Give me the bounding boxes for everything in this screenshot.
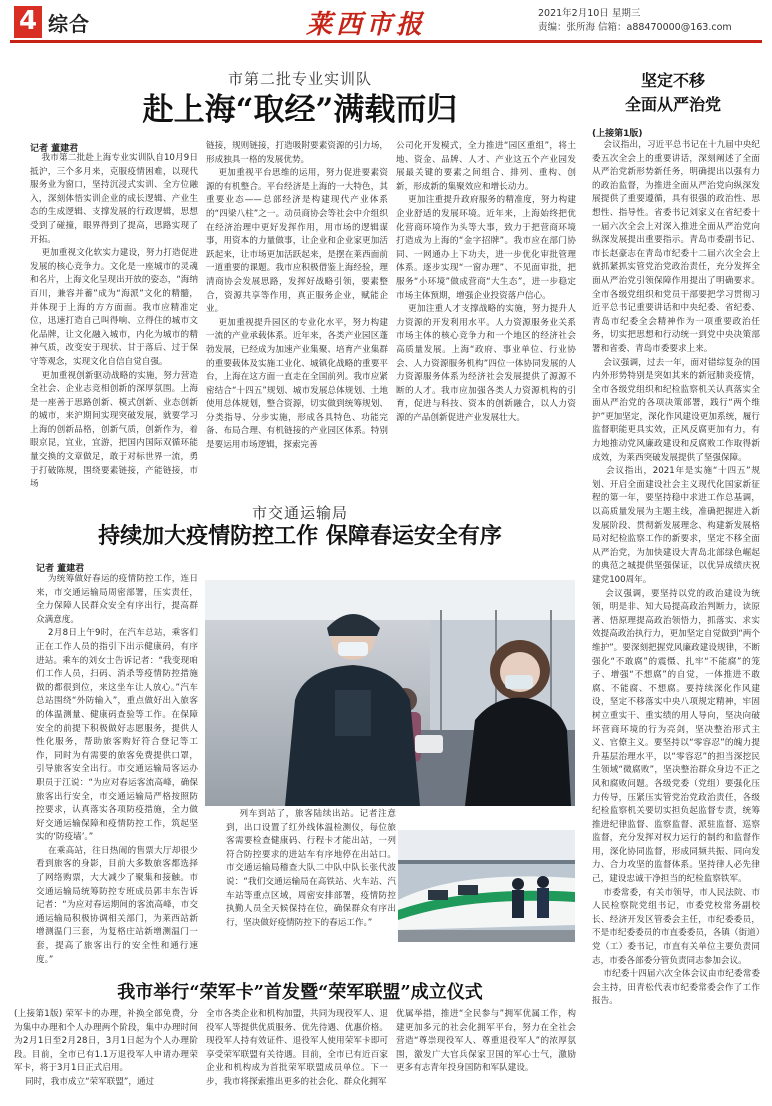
article3-headline: 我市举行“荣军卡”首发暨“荣军联盟”成立仪式 [117, 982, 483, 1003]
article2-byline: 记者 董建君 [36, 564, 85, 574]
sidebar-body: 会议指出，习近平总书记在十九届中央纪委五次全会上的重要讲话，深刻阐述了全面从严治党新形势新任务，明确提出以强有力的政治监督，为推进全面从严治党向纵深发展提供了重要遵循，具有很强的政治性、思想性、指导性。省委书记刘家义在省纪委十一届六次全会上对深入推进全面从严治党向纵深发展提出重要指示。青岛市委副书记、市长赵豪志在青岛市纪委十二届六次全会上就抓紧抓实管党治党政治责任，充分发挥全面从严治党引领保障作用提出了明确要求。全市各级党组织和党员干部要把学习贯彻习近平总书记重要讲话和中央纪委、省纪委、青岛市纪委全会精神作为一项重要政治任务，切实把思想和行动统一到党中央决策部署和省委、青岛市委要求上来。 会议强调，过去一年，面对错综复杂的国内外形势特别是突如其来的新冠肺炎疫情，全市各级党组织和纪检监察机关认真落实全面从严治党的各项决策部署，践行“两个维护”更加坚定，深化作风建设更加系统，履行监督职能更具实效，正风反腐更加有力，有力地推动党风廉政建设和反腐败工作取得新成效，为莱西突破发展提供了坚强保障。 会议指出，2021年是实施“十四五”规划、开启全面建设社会主义现代化国家新征程的第一年，要坚持稳中求进工作总基调，以高质量发展为主题主线，准确把握进入新发展阶段、贯彻新发展理念、构建新发展格局对纪检监察工作的新要求，坚定不移全面从严治党，为加快建设大青岛北部绿色崛起的典范之城提供坚强保证，以优异成绩庆祝建党100周年。 会议强调，要坚持以党的政治建设为统领，明是非、知大局提高政治判断力，读原著、悟原理提高政治领悟力，抓落实、求实效提高政治执行力，更加坚定自觉做到“两个维护”。要深刻把握党风廉政建设规律，不断强化“不敢腐”的震慑、扎牢“不能腐”的笼子、增强“不想腐”的自觉，一体推进不敢腐、不能腐、不想腐。要持续深化作风建设，坚定不移落实中央八项规定精神，牢固树立重实干、重实绩的用人导向，坚决向破坏营商环境的行为亮剑，坚决整治形式主义、官僚主义。要坚持以“零容忍”的魄力提升基层治理水平，以“零容忍”的担当深挖民生领域“微腐败”，坚决整治群众身边不正之风和腐败问题。各级党委（党组）要强化压力传导，压紧压实管党治党政治责任，各级纪检监察机关要切实担负起监督专责，统筹推进纪律监督、监察监督、派驻监督、巡察监督，充分发挥对权力运行的制约和监督作用，深化协同监督，形成同频共振、同向发力、合力攻坚的监督体系。坚持律人必先律己，建设忠诚干净担当的纪检监察铁军。 市委常委，有关市领导，市人民法院、市人民检察院党组书记，市委党校常务副校长、经济开发区管委会主任，市纪委委员，不是市纪委委员的市直委委员，各镇（街道）党（工）委书记，市直有关单位主要负责同志，市委各部委分管负责同志参加会议。 市纪委十四届六次全体会议由市纪委常委会主持，田青松代表市纪委常委会作了工作报告。 [592, 140, 760, 1007]
article1-headline: 赴上海“取经”满载而归 [142, 92, 458, 128]
article3-column-3: 优属举措，推进“全民参与”拥军优属工作，构建更加多元的社会化拥军平台，努力在全社会营造“尊崇现役军人、尊重退役军人”的浓厚氛围，激发广大官兵保家卫国的军心士气，激励更多有志青年投身国防和军队建设。 [396, 1009, 576, 1074]
article3-column-1: (上接第1版) 荣军卡的办理，补换全部免费，分为集中办理和个人办理两个阶段，集中办理时间为2月1日至2月28日，3月1日起为个人办理阶段。目前，全市已有1.1万退役军人申请办理荣军卡，将于3月1日正式启用。 同时，我市成立“荣军联盟”，通过 [14, 1009, 198, 1087]
photo-train-platform [398, 830, 575, 942]
page-number-badge: 4 [14, 6, 42, 38]
sidebar-headline-line1: 坚定不移 [640, 71, 705, 90]
sidebar-headline-line2: 全面从严治党 [624, 95, 721, 114]
article2-column-2: 列车到站了，旅客陆续出站。记者注意到，出口设置了红外线体温检测仪，每位旅客需要检查健康码、行程卡才能出站，一列符合防控要求的进站车有序地停在出站口。市交通运输局稽查大队二中队中队长张代波说：“我们交通运输局在高铁站、火车站、汽车站等重点区域，周密安排部署，疫情防控执勤人员全天候保持在位，确保群众有序出行，坚决做好疫情防控下的春运工作。” [226, 809, 396, 928]
newspaper-logo: 莱西市报 [306, 10, 427, 40]
article2-headline: 持续加大疫情防控工作 保障春运安全有序 [98, 523, 502, 549]
article1-column-3: 公司化开发模式，全力推进“园区重组”，将土地、资金、品牌、人才、产业这五个产业园发展最关键的要素之间组合、排列、重构、创新，形成新的集聚效应和增长动力。 更加注重提升政府服务的精准度，努力构建企业舒适的发展环境。近年来，上海始终把优化营商环境作为头等大事，致力于把营商环境打造成为上海的“金字招牌”。我市应在部门协同、一网通办上下功夫，进一步优化审批管理体系。逐步实现“一窗办理”、不见面审批，把服务“小环境”做成营商“大生态”，进一步稳定市场主体预期，增强企业投资落户信心。 更加注重人才支撑战略的实施，努力提升人力资源的开发利用水平。人力资源服务业关系市场主体的核心竞争力和一个地区的经济社会高质量发展。上海“政府、事业单位、行业协会、人力资源服务机构”四位一体协同发展的人力资源服务体系为经济社会发展提供了源源不断的人才。我市应加强各类人力资源机构的引育，促进与科技、资本的创新融合，以人力资源的产品创新促进产业发展壮大。 [396, 141, 576, 423]
article1-kicker: 市第二批专业实训队 [227, 70, 372, 88]
article2-kicker: 市交通运输局 [251, 504, 348, 522]
article2-column-1: 为统筹做好春运的疫情防控工作，连日来，市交通运输局周密部署，压实责任，全力保障人民群众安全有序出行，提高群众满意度。 2月8日上午9时，在汽车总站，乘客们正在工作人员的指引下出示健康码，有序进站。乘车的刘女士告诉记者：“我变现咱们工作人员，扫码、消杀等疫情防控措施做的都很到位，来这坐车让人放心。”汽车总站围绕“外防输入”，重点做好出入旅客的体温测量、健康码查验等工作。在保障安全的前提下积极做好志愿服务，提供人性化服务，帮助旅客购好符合登记等工作，同时为有需要的旅客免费提供口罩，引导旅客安全出行。市交通运输局客运办职员于江说：“为应对春运客流高峰，确保旅客出行安全，市交通运输局严格按照防控要求，认真落实各项防疫措施，全力做好交通运输保障和疫情防控工作，筑起坚实的‘防疫墙’。” 在乘高站，往日热闹的售票大厅却很少看到旅客的身影，目前大多数旅客都选择了网络购票，大大减少了聚集和接触。市交通运输局统筹防控专班成员郭丰东告诉记者：“为应对春运期间的客流高峰，市交通运输局积极协调相关部门，为莱西站新增测温门三套，为复格庄站新增测温门一套，提高了旅客出行的安全性和通行速度。” [36, 574, 198, 965]
section-name: 综合 [48, 12, 90, 36]
date-line: 2021年2月10日 星期三 [538, 8, 641, 19]
photo-station-checkpoint [205, 580, 575, 806]
article1-byline: 记者 董建君 [30, 144, 79, 154]
header-rule [10, 40, 762, 43]
article1-column-1: 我市第二批赴上海专业实训队自10月9日抵沪，三个多月来，克服疫情困难，以现代服务业为窗口，坚持沉浸式实训、全方位融入，深刻体悟实训企业的成长逻辑、产业生态的生成逻辑、支撑发展的行政逻辑，思想受到了碰撞，眼界得到了提高，思路实现了开拓。 更加重视文化软实力建设，努力打造促进发展的核心竞争力。文化是一座城市的灵魂和名片，上海文化呈现出开放的姿态，“海纳百川，兼容并蓄”成为“海派”文化的精髓，并体现于上海的方方面面。我市应精准定位，迅速打造自己叫得响、立得住的城市文化品牌，让文化融入城市，内化为城市的精神气质，改变安于现状、甘于落后、过于保守等观念，实现文化自信自觉自强。 更加重视创新驱动战略的实施，努力营造全社会、企业志竞相创新的深厚氛围。上海是一座善于思路创新、模式创新、业态创新的城市，来沪期间实现突破发展，就要学习上海的创新品格，创新气质，创新作为，着眼京昆，宜业，宜游，把国内国际双循环能量交换的文章做足，敢于对标世界一流，勇于打破陈规，围绕要素链接，产能链接，市场 [30, 153, 198, 490]
article1-column-2: 链接，规则链接，打造吸附要素资源的引力场，形成独具一格的发展优势。 更加重视平台思维的运用，努力促进要素资源的有机整合。平台经济是上海的一大特色，其重要业态——总部经济是构建现代产业体系的“四梁八柱”之一。动员商协会等社会中介组织在经济治理中更好发挥作用，用市场的逻辑谋事，用资本的力量做事，让企业和企业家更加活跃起来，让市场更加活跃起来，是摆在莱西面前一道重要的课题。我市应积极借鉴上海经验，理清商协会发展思路，发挥好战略引领，要素整合，资源共享等作用，真正服务企业，赋能企业。 更加重视提升园区的专业化水平，努力构建一流的产业承载体系。近年来，各类产业园区蓬勃发展，已经成为加速产业集聚、培育产业集群的重要载体及实施工业化、城镇化战略的重要平台，上海在这方面一直走在全国前列。我市应紧密结合“十四五”规划、城市发展总体规划、土地使用总体规划，整合资源，切实做到统筹规划、分类指导、分步实施，形成各具特色、功能完备、布局合理、有机链接的产业园区体系。特别是要运用市场逻辑，探索完善 [206, 141, 388, 451]
sidebar-lead: (上接第1版) [592, 129, 643, 139]
editor-line: 责编：张所海 信箱：a88470000@163.com [538, 22, 732, 33]
article3-column-2: 全市各类企业和机构加盟，共同为现役军人、退役军人等提供优质服务、优先待遇、优惠价格。现役军人持有效证件、退役军人使用荣军卡即可享受荣军联盟有关待遇。目前，全市已有近百家企业和机构成为首批荣军联盟成员单位。下一步，我市将探索推出更多的社会化、群众化拥军 [206, 1009, 388, 1087]
